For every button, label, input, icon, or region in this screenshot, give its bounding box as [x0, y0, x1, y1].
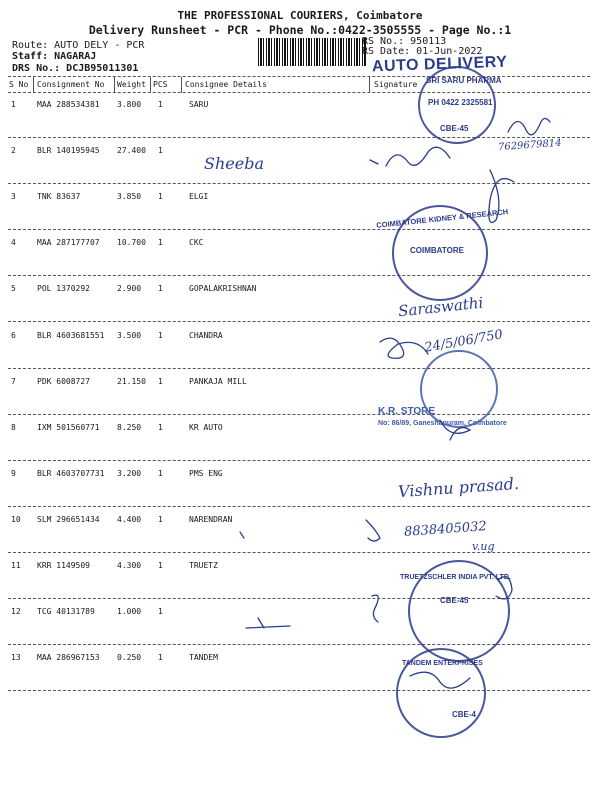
- signature-row12: [372, 595, 378, 622]
- signature-row2: [370, 147, 450, 166]
- row-sno: 2: [11, 146, 16, 156]
- stamp-tandem-cbe: CBE-4: [452, 710, 477, 719]
- staff-label: Staff: NAGARAJ: [12, 51, 97, 62]
- stamp-tandem-name: TANDEM ENTERPRISES: [402, 660, 483, 667]
- row-weight: 4.400: [117, 514, 142, 524]
- row-pcs: 1: [158, 100, 163, 109]
- row-pcs: 1: [158, 376, 163, 386]
- signature-row6: [380, 338, 428, 358]
- company-title: THE PROFESSIONAL COURIERS, Coimbatore: [177, 9, 423, 22]
- row-sno: 6: [11, 330, 16, 340]
- stamp-saru-name: SRI SARU PHARMA: [426, 76, 502, 85]
- col-header-consignee: Consignee Details: [185, 80, 267, 89]
- row-consignee: GOPALAKRISHNAN: [189, 284, 257, 294]
- stamp-saru-cbe: CBE-45: [440, 124, 469, 133]
- rs-date: RS Date: 01-Jun-2022: [362, 46, 483, 57]
- row-consignment-no: SLM 296651434: [37, 514, 100, 524]
- col-header-weight: Weight: [117, 80, 146, 89]
- mark-row12: [246, 618, 290, 628]
- row-weight: 2.900: [117, 284, 142, 294]
- row-consignment-no: TCG 40131789: [37, 607, 95, 617]
- rs-number: RS No.: 950113: [362, 36, 447, 47]
- row-sno: 3: [11, 192, 16, 202]
- row-pcs: 1: [158, 514, 163, 524]
- stamp-truetz-name: TRUETZSCHLER INDIA PVT. LTD.: [400, 574, 511, 581]
- row-weight: 3.800: [117, 100, 142, 109]
- row-consignment-no: MAA 288534381: [37, 100, 100, 109]
- row-consignee: CHANDRA: [189, 330, 223, 340]
- row-consignee: TANDEM: [189, 653, 218, 663]
- row-pcs: 1: [158, 192, 163, 202]
- route-label: Route: AUTO DELY - PCR: [12, 40, 145, 51]
- row-pcs: 1: [158, 653, 163, 663]
- row-pcs: 1: [158, 146, 163, 156]
- row-sno: 11: [11, 561, 21, 570]
- row-sno: 1: [11, 100, 16, 109]
- row-consignment-no: BLR 4603707731: [37, 468, 105, 478]
- row-consignment-no: POL 1370292: [37, 284, 90, 294]
- row-consignee: SARU: [189, 100, 209, 109]
- col-header-signature: Signature: [374, 80, 418, 89]
- row-consignee: ELGI: [189, 192, 209, 202]
- row-sno: 13: [11, 653, 21, 663]
- row-consignee: PANKAJA MILL: [189, 376, 247, 386]
- row-weight: 21.150: [117, 376, 146, 386]
- handwritten-phone-row2: 7629679814: [497, 137, 562, 154]
- row-sno: 9: [11, 468, 16, 478]
- stamp-saru-phone: PH 0422 2325581: [428, 98, 493, 107]
- row-consignment-no: KRR 1149509: [37, 561, 90, 570]
- handwritten-date-row6: 24/5/06/750: [423, 327, 505, 356]
- row-weight: 1.000: [117, 607, 142, 617]
- row-weight: 3.850: [117, 192, 142, 202]
- row-sno: 10: [11, 514, 21, 524]
- drs-number: DRS No.: DCJB95011301: [12, 63, 139, 74]
- signature-row11: [496, 577, 512, 599]
- row-consignment-no: TNK 83637: [37, 192, 81, 202]
- handwritten-sheeba: Sheeba: [204, 154, 264, 173]
- row-sno: 4: [11, 238, 16, 248]
- row-sno: 7: [11, 376, 16, 386]
- handwritten-initials: v.ug: [472, 540, 495, 553]
- row-consignment-no: BLR 4603681551: [37, 330, 105, 340]
- signature-row8: [440, 420, 470, 440]
- handwritten-phone-row10: 8838405032: [403, 519, 488, 540]
- stamp-truetz-cbe: CBE-45: [440, 596, 469, 605]
- row-consignee: PMS ENG: [189, 468, 223, 478]
- stamp-kr-address: No: 86/89, Ganeshapuram, Coimbatore: [378, 420, 507, 427]
- row-pcs: 1: [158, 422, 163, 432]
- row-consignee: KR AUTO: [189, 422, 223, 432]
- signature-row3: [489, 170, 514, 223]
- row-consignee: TRUETZ: [189, 561, 218, 570]
- signature-row13: [410, 672, 470, 688]
- row-sno: 5: [11, 284, 16, 294]
- col-header-sno: S No: [9, 80, 29, 89]
- row-weight: 10.700: [117, 238, 146, 248]
- row-consignee: CKC: [189, 238, 204, 248]
- row-consignment-no: MAA 286967153: [37, 653, 100, 663]
- col-header-pcs: PCS: [153, 80, 168, 89]
- stamp-kidney-name: COIMBATORE KIDNEY & RESEARCH: [375, 207, 509, 230]
- row-weight: 27.400: [117, 146, 146, 156]
- row-sno: 12: [11, 607, 21, 617]
- row-pcs: 1: [158, 468, 163, 478]
- row-pcs: 1: [158, 284, 163, 294]
- signature-row1: [508, 118, 550, 134]
- row-consignee: NARENDRAN: [189, 514, 233, 524]
- row-consignment-no: BLR 140195945: [37, 146, 100, 156]
- handwritten-saraswathi: Saraswathi: [397, 293, 485, 321]
- row-weight: 3.500: [117, 330, 142, 340]
- row-weight: 4.300: [117, 561, 142, 570]
- row-consignment-no: PDK 6008727: [37, 376, 90, 386]
- row-consignment-no: MAA 287177707: [37, 238, 100, 248]
- auto-delivery-stamp: AUTO DELIVERY: [371, 53, 508, 76]
- row-weight: 0.250: [117, 653, 142, 663]
- handwritten-vishnu-prasad: Vishnu prasad.: [397, 473, 520, 502]
- row-consignment-no: IXM 501560771: [37, 422, 100, 432]
- row-weight: 3.200: [117, 468, 142, 478]
- row-sno: 8: [11, 422, 16, 432]
- row-pcs: 1: [158, 561, 163, 570]
- stamp-kidney-city: COIMBATORE: [410, 246, 464, 255]
- row-pcs: 1: [158, 607, 163, 617]
- tick-row10: [240, 532, 244, 538]
- col-header-consignment: Consignment No: [37, 80, 105, 89]
- stamp-kr-store: K.R. STORE: [378, 406, 436, 417]
- runsheet-subtitle: Delivery Runsheet - PCR - Phone No.:0422-3505555 - Page No.:1: [88, 23, 512, 37]
- row-pcs: 1: [158, 238, 163, 248]
- row-weight: 8.250: [117, 422, 142, 432]
- mark-row10: [366, 520, 380, 541]
- row-pcs: 1: [158, 330, 163, 340]
